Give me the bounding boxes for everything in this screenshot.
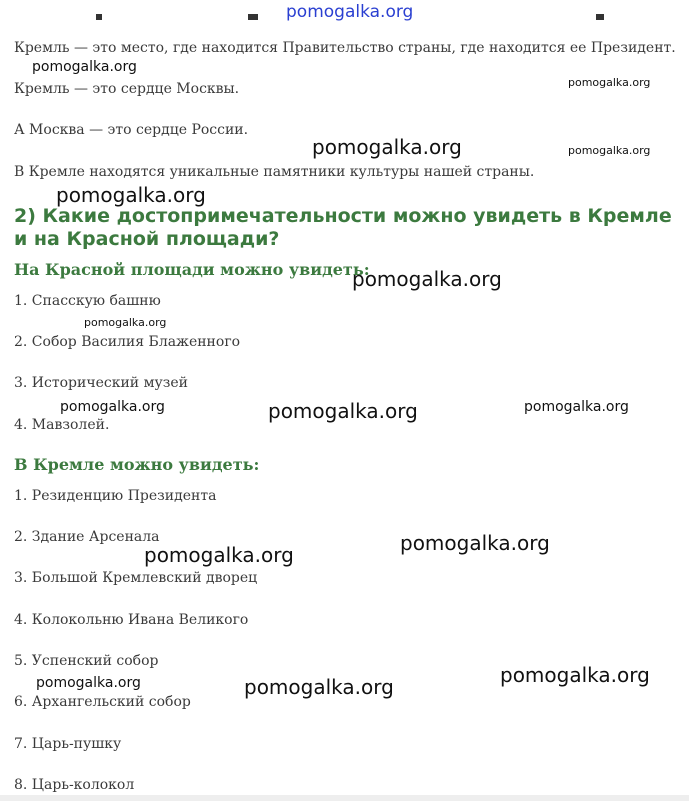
watermark: pomogalka.org (144, 543, 294, 567)
watermark: pomogalka.org (312, 135, 462, 159)
cropped-text-fragment (96, 14, 102, 20)
cropped-text-fragment (248, 14, 258, 20)
list-item: 4. Колокольню Ивана Великого (14, 612, 249, 628)
list-item: 2. Собор Василия Блаженного (14, 334, 241, 350)
watermark: pomogalka.org (32, 59, 137, 75)
watermark: pomogalka.org (84, 316, 167, 329)
list-item: 7. Царь-пушку (14, 736, 122, 752)
intro-paragraph: В Кремле находятся уникальные памятники культуры нашей страны. (14, 164, 535, 180)
watermark: pomogalka.org (400, 531, 550, 555)
intro-paragraph: Кремль — это место, где находится Правительство страны, где находится ее Президент. (14, 40, 676, 56)
watermark: pomogalka.org (268, 399, 418, 423)
watermark: pomogalka.org (56, 183, 206, 207)
watermark: pomogalka.org (568, 76, 651, 89)
kremlin-heading: В Кремле можно увидеть: (14, 455, 260, 474)
watermark: pomogalka.org (568, 144, 651, 157)
cropped-text-fragment (596, 14, 604, 20)
watermark: pomogalka.org (60, 399, 165, 415)
question-heading: 2) Какие достопримечательности можно увидеть в Кремле и на Красной площади? (14, 205, 672, 250)
bottom-scroll-edge (0, 795, 689, 801)
intro-paragraph: А Москва — это сердце России. (14, 122, 249, 138)
list-item: 8. Царь-колокол (14, 777, 135, 793)
list-item: 6. Архангельский собор (14, 694, 191, 710)
list-item: 1. Спасскую башню (14, 293, 161, 309)
watermark: pomogalka.org (286, 2, 414, 22)
watermark: pomogalka.org (36, 675, 141, 691)
watermark: pomogalka.org (244, 675, 394, 699)
watermark: pomogalka.org (352, 267, 502, 291)
list-item: 5. Успенский собор (14, 653, 159, 669)
list-item: 3. Большой Кремлевский дворец (14, 570, 258, 586)
list-item: 2. Здание Арсенала (14, 529, 160, 545)
watermark: pomogalka.org (524, 399, 629, 415)
list-item: 4. Мавзолей. (14, 417, 110, 433)
list-item: 3. Исторический музей (14, 375, 188, 391)
red-square-heading: На Красной площади можно увидеть: (14, 260, 370, 279)
watermark: pomogalka.org (500, 663, 650, 687)
intro-paragraph: Кремль — это сердце Москвы. (14, 81, 240, 97)
list-item: 1. Резиденцию Президента (14, 488, 217, 504)
